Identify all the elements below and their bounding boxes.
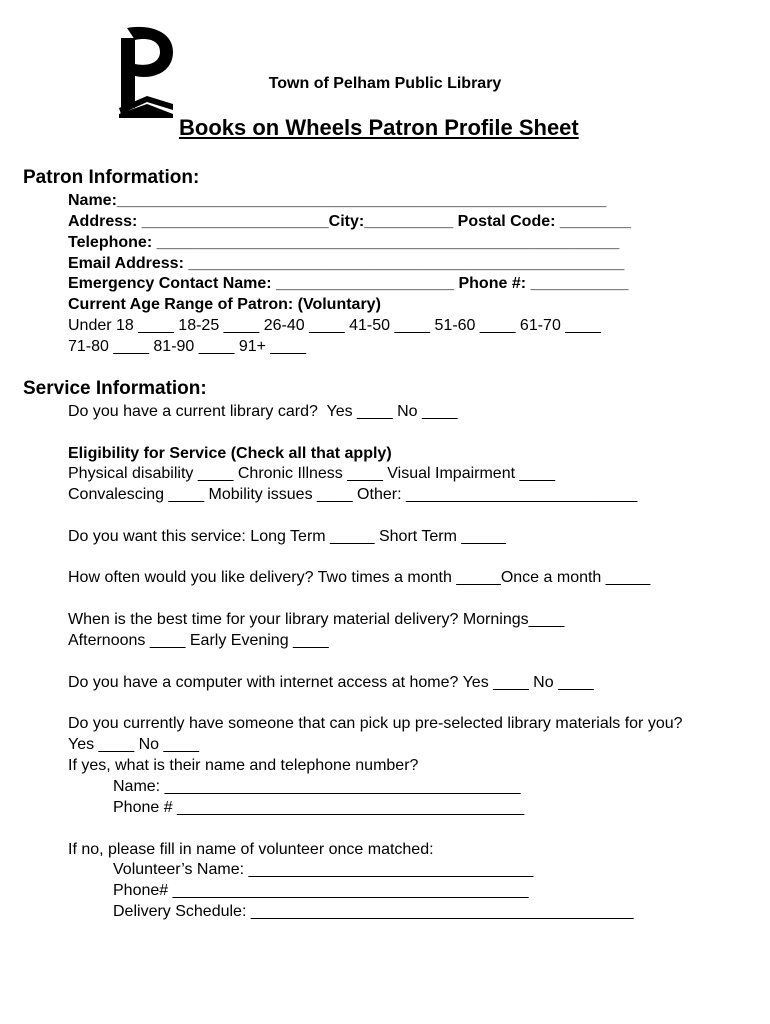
pickup-question: Do you currently have someone that can pick up pre-selected library materials for you?: [68, 715, 683, 732]
volunteer-phone-field[interactable]: Phone# ________________________________________: [113, 882, 529, 899]
document-title: Books on Wheels Patron Profile Sheet: [179, 115, 579, 140]
emergency-contact-field[interactable]: Emergency Contact Name: ____________________ Phone #: ___________: [68, 275, 629, 292]
helper-phone-field[interactable]: Phone # _______________________________________: [113, 799, 525, 816]
eligibility-options-1[interactable]: Physical disability ____ Chronic Illness ____ Visual Impairment ____: [68, 465, 556, 482]
delivery-time-options[interactable]: Afternoons ____ Early Evening ____: [68, 632, 329, 649]
pickup-answer[interactable]: Yes ____ No ____: [68, 736, 200, 753]
if-no-instruction: If no, please fill in name of volunteer once matched:: [68, 841, 434, 858]
helper-name-field[interactable]: Name: ________________________________________: [113, 778, 521, 795]
delivery-frequency-question[interactable]: How often would you like delivery? Two times a month _____Once a month _____: [68, 569, 651, 586]
service-term-question[interactable]: Do you want this service: Long Term _____ Short Term _____: [68, 528, 506, 545]
computer-access-question[interactable]: Do you have a computer with internet access at home? Yes ____ No ____: [68, 674, 594, 691]
library-card-question[interactable]: Do you have a current library card? Yes ____ No ____: [68, 403, 458, 420]
patron-information-heading: Patron Information:: [23, 167, 200, 188]
if-yes-instruction: If yes, what is their name and telephone number?: [68, 757, 419, 774]
age-range-options-1[interactable]: Under 18 ____ 18-25 ____ 26-40 ____ 41-50 ____ 51-60 ____ 61-70 ____: [68, 317, 601, 334]
age-range-heading: Current Age Range of Patron: (Voluntary): [68, 296, 381, 313]
delivery-time-question[interactable]: When is the best time for your library material delivery? Mornings____: [68, 611, 565, 628]
delivery-schedule-field[interactable]: Delivery Schedule: ___________________________________________: [113, 903, 634, 920]
eligibility-heading: Eligibility for Service (Check all that apply): [68, 445, 392, 462]
service-information-heading: Service Information:: [23, 378, 207, 399]
telephone-field[interactable]: Telephone: ____________________________________________________: [68, 234, 620, 251]
email-field[interactable]: Email Address: _________________________________________________: [68, 255, 625, 272]
address-field[interactable]: Address: _____________________City:__________ Postal Code: ________: [68, 213, 632, 230]
age-range-options-2[interactable]: 71-80 ____ 81-90 ____ 91+ ____: [68, 338, 306, 355]
library-logo: [117, 24, 175, 118]
name-field[interactable]: Name:_______________________________________________________: [68, 192, 607, 209]
volunteer-name-field[interactable]: Volunteer’s Name: ________________________________: [113, 861, 534, 878]
library-name: Town of Pelham Public Library: [268, 75, 502, 92]
eligibility-options-2[interactable]: Convalescing ____ Mobility issues ____ Other: __________________________: [68, 486, 638, 503]
